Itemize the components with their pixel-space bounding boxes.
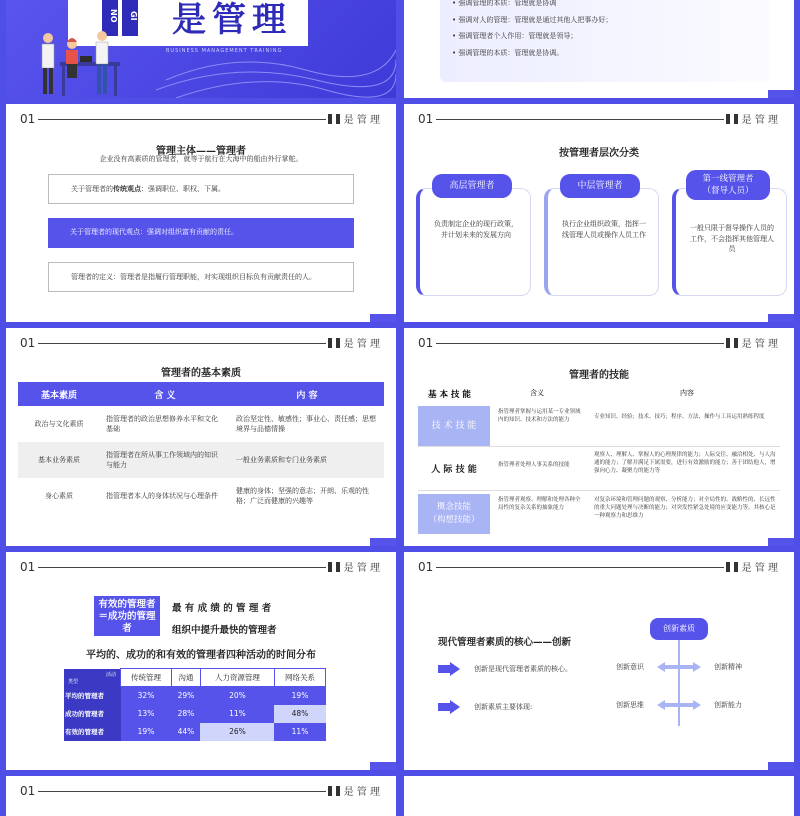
slide-number: 01 [20, 560, 36, 574]
table-row: 平均的管理者 32% 29% 20% 19% [64, 687, 326, 705]
skill-row-interpersonal: 人 际 技 能 指管理者处理人事关系的技能 观察人、理解人、掌握人的心理规律的能力；人际交往、融洽相处、与人沟通的能力；了解并满足下属需要，进行有效激励的能力；善于团结他人，增强向心力、凝聚力的能力等 [418, 450, 780, 491]
table-row: 政治与文化素质 指管理者的政治思想修养水平和文化基础 政治坚定性、敏感性；事业心、责任感；思想境界与品德情操 [34, 414, 376, 433]
card-top-manager-head: 高层管理者 [432, 174, 512, 198]
slide-effective-managers[interactable] [6, 552, 396, 770]
slide-bottom-left[interactable] [6, 776, 396, 816]
slide-bottom-right[interactable] [404, 776, 794, 816]
corner-decoration [768, 314, 794, 322]
innovation-right-1: 创新精神 [714, 663, 742, 671]
innovation-left-2: 创新思维 [616, 701, 644, 709]
card-frontline-manager-head: 第一线管理者 （督导人员） [686, 170, 770, 200]
logo-block-2: GI [122, 0, 138, 36]
table-title: 平均的、成功的和有效的管理者四种活动的时间分布 [86, 650, 316, 661]
double-arrow-icon [657, 662, 701, 672]
double-arrow-icon [657, 700, 701, 710]
business-people-illustration [36, 28, 126, 98]
modern-view-box: 关于管理者的现代观点：强调对组织富有贡献的责任。 [48, 218, 354, 248]
slide-title: 管理者的基本素质 [161, 368, 241, 379]
header-mark: 是 管 理 [726, 111, 778, 126]
definition-item-2: • 强调对人的管理：管理就是通过其他人把事办好； [452, 15, 613, 24]
col-header: 基本素质 [40, 390, 77, 401]
corner-decoration [370, 538, 396, 546]
slide-title: 管理者的技能 [569, 370, 629, 381]
definition-item-4: • 强调管理的本质：管理就是协调。 [452, 48, 564, 57]
innovation-point-1: 创新是现代管理者素质的核心。 [474, 665, 572, 673]
col-header: 网络关系 [274, 669, 325, 687]
header-mark: 是 管 理 [328, 335, 380, 350]
slide-manager-subject[interactable] [6, 104, 396, 322]
slide-title: 按管理者层次分类 [559, 148, 639, 159]
corner-decoration [768, 90, 794, 98]
formula-line-1: 最 有 成 绩 的 管 理 者 [172, 603, 272, 614]
col-header: 含 义 [154, 390, 176, 401]
corner-cell: 活动 类型 [64, 669, 121, 687]
card-middle-manager: 执行企业组织政策，指挥一线管理人员或操作人员工作 [544, 188, 659, 296]
card-top-manager: 负责制定企业的现行政策，并计划未来的发展方向 [416, 188, 531, 296]
slide-main-title: 是管理 [172, 0, 292, 40]
definition-item-3: • 强调管理者个人作用：管理就是领导； [452, 32, 578, 40]
col-header: 传统管理 [121, 669, 172, 687]
slide-manager-skills[interactable] [404, 328, 794, 546]
slide-title: 现代管理者素质的核心——创新 [438, 637, 572, 648]
col-header: 人力资源管理 [200, 669, 274, 687]
innovation-center-badge: 创新素质 [650, 618, 708, 640]
slide-number: 01 [418, 560, 434, 574]
skills-header-row: 基 本 技 能 含义 内容 [428, 389, 694, 400]
innovation-point-2: 创新素质主要体现: [474, 703, 533, 711]
header-mark: 是 管 理 [328, 783, 380, 798]
header-line [38, 567, 326, 568]
formula-line-2: 组织中提升最快的管理者 [172, 625, 277, 636]
skill-row-conceptual: 概念技能 （构想技能） 指管理者观察、理解和处理各种全局性的复杂关系的抽象能力 对复杂环境和管理问题的观察、分析能力；对全局性的、战略性的、长远性的重大问题处理与决断的能力；对突发性紧急处境的应变能力等。其核心是一种观察力和思维力 [418, 494, 780, 534]
definition-box: 管理者的定义：管理者是指履行管理职能，对实现组织目标负有贡献责任的人。 [48, 262, 354, 292]
slide-basic-qualities[interactable] [6, 328, 396, 546]
header-mark: 是 管 理 [726, 559, 778, 574]
formula-box: 有效的管理者＝成功的管理者 [94, 596, 160, 636]
slide-number: 01 [418, 112, 434, 126]
corner-decoration [768, 762, 794, 770]
corner-decoration [370, 314, 396, 322]
slide-title: 管理主体——管理者 [156, 146, 246, 157]
header-line [38, 119, 326, 120]
card-middle-manager-head: 中层管理者 [560, 174, 640, 198]
table-row: 身心素质 指管理者本人的身体状况与心理条件 健康的身体；坚强的意志；开朗、乐观的性格；广泛而健康的兴趣等 [45, 486, 369, 505]
slide-definitions[interactable] [404, 0, 794, 98]
table-row: 有效的管理者 19% 44% 26% 11% [64, 723, 326, 741]
header-line [436, 567, 724, 568]
header-line [38, 343, 326, 344]
slide-subtitle: 企业没有高素质的管理者，就等于航行在大海中的船由外行掌舵。 [99, 155, 303, 163]
traditional-view-box: 关于管理者的传统观点：强调职位、职权、下属。 [48, 174, 354, 204]
slide-number: 01 [20, 784, 36, 798]
arrow-icon [438, 700, 460, 714]
definition-box [440, 0, 770, 82]
card-frontline-manager: 一般只限于督导操作人员的工作，不会指挥其他管理人员 [672, 188, 787, 296]
logo-block: NO [102, 0, 118, 36]
qualities-table [18, 382, 384, 514]
header-mark: 是 管 理 [328, 111, 380, 126]
header-line [436, 119, 724, 120]
slide-title[interactable] [6, 0, 396, 98]
slide-number: 01 [20, 112, 36, 126]
col-header: 沟通 [171, 669, 200, 687]
header-mark: 是 管 理 [726, 335, 778, 350]
corner-decoration [370, 762, 396, 770]
vertical-connector [678, 640, 680, 726]
time-distribution-table [64, 668, 326, 741]
col-header: 内 容 [296, 390, 318, 401]
innovation-right-2: 创新能力 [714, 701, 742, 709]
slide-number: 01 [20, 336, 36, 350]
skill-row-technical: 技 术 技 能 指管理者掌握与运用某一专业领域内的知识、技术和方法的能力 专业知识、经验；技术、技巧；程序、方法、操作与工具运用熟练程度 [418, 406, 780, 447]
innovation-left-1: 创新意识 [616, 663, 644, 671]
table-row: 基本业务素质 指管理者在所从事工作领域内的知识与能力 一般业务素质和专门业务素质 [18, 442, 384, 478]
slide-innovation[interactable] [404, 552, 794, 770]
header-line [436, 343, 724, 344]
table-row: 成功的管理者 13% 28% 11% 48% [64, 705, 326, 723]
header-mark: 是 管 理 [328, 559, 380, 574]
header-line [38, 791, 326, 792]
definition-item-1: • 强调管理的本质：管理就是协调 [452, 0, 557, 7]
subtitle-text: BUSINESS MANAGEMENT TRAINING [166, 48, 283, 54]
corner-decoration [768, 538, 794, 546]
slide-number: 01 [418, 336, 434, 350]
slide-manager-levels[interactable] [404, 104, 794, 322]
arrow-icon [438, 662, 460, 676]
